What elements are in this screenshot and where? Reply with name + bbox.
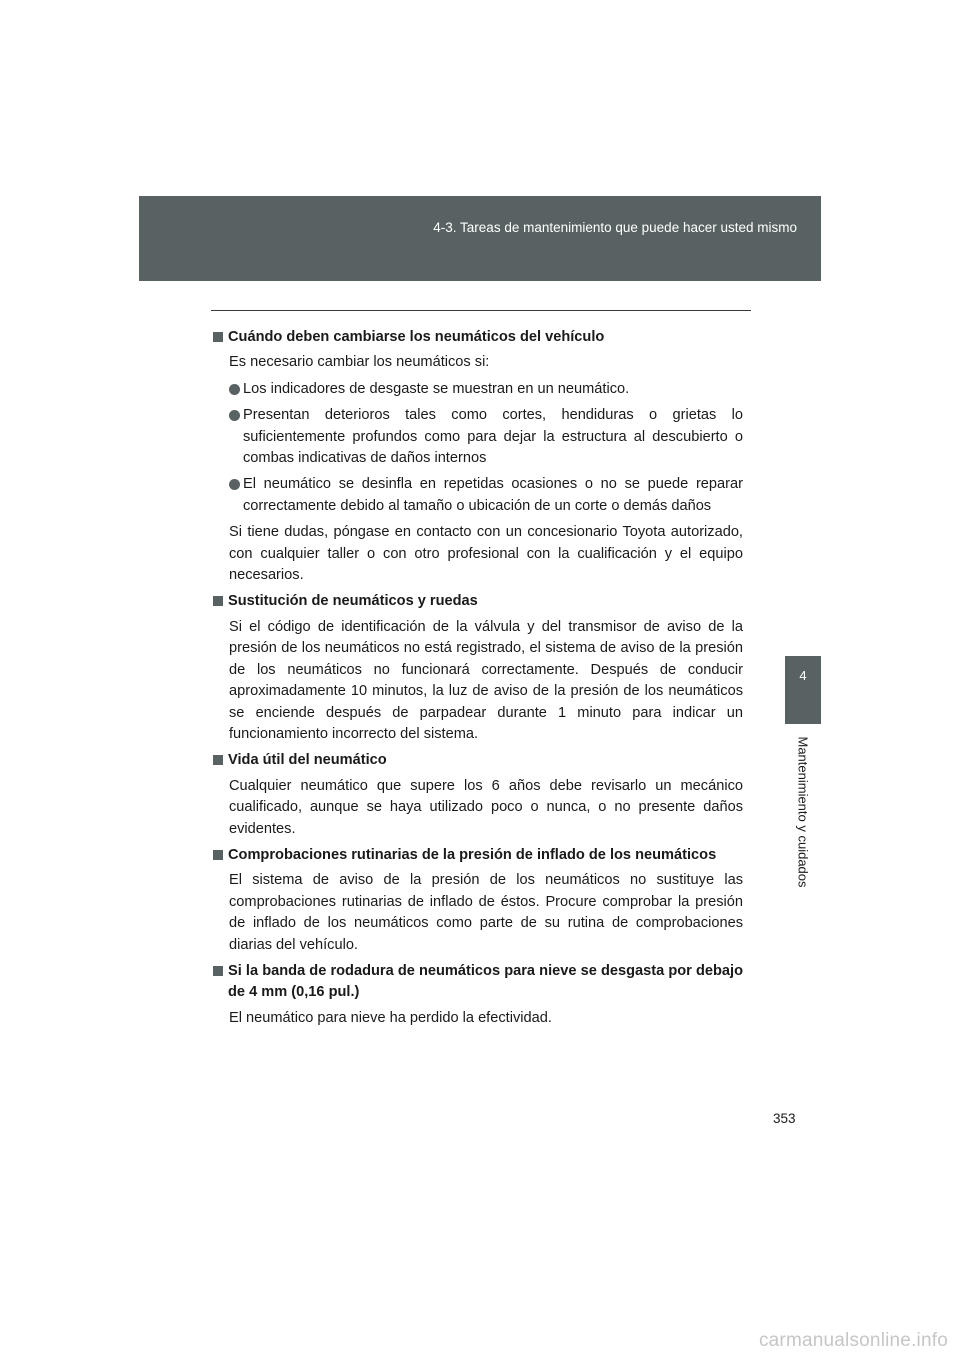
section-heading [213, 961, 743, 1004]
circle-bullet-icon [229, 479, 240, 490]
list-item-text: Los indicadores de desgaste se muestran en un neumático. [243, 380, 630, 397]
list-item [229, 405, 743, 469]
section-text: El neumático para nieve ha perdido la efectividad. [229, 1009, 552, 1026]
section-heading-text: Comprobaciones rutinarias de la presión de inflado de los neumáticos [228, 846, 717, 863]
section-text: Cualquier neumático que supere los 6 años debe revisarlo un mecánico cualificado, aunque se haya utilizado poco o nunca, o no presente daños evidentes. [229, 777, 743, 837]
section-closing: Si tiene dudas, póngase en contacto con un concesionario Toyota autorizado, con cualquier taller o con otro profesional con la cualificación y el equipo necesarios. [229, 524, 743, 584]
watermark-text: carmanualsonline.info [758, 1330, 948, 1351]
square-bullet-icon [213, 332, 223, 342]
section-heading-text: Sustitución de neumáticos y ruedas [228, 593, 478, 610]
section-text: El sistema de aviso de la presión de los neumáticos no sustituye las comprobaciones rutinarias de inflado de éstos. Procure comprobar la presión de inflado de los neumáticos como parte de su rutina de comprobaciones diarias del vehículo. [229, 872, 743, 953]
section-heading [213, 327, 743, 348]
circle-bullet-icon [229, 410, 240, 421]
list-item-text: Presentan deterioros tales como cortes, hendiduras o grietas lo suficientemente profundos como para dejar la estructura al descubierto o combas indicativas de daños internos [243, 407, 743, 467]
section-heading-text: Cuándo deben cambiarse los neumáticos del vehículo [228, 329, 605, 345]
list-item [229, 379, 743, 400]
list-item-text: El neumático se desinfla en repetidas ocasiones o no se puede reparar correctamente debido al tamaño o ubicación de un corte o demás daños [243, 476, 743, 514]
section-heading [213, 591, 743, 612]
square-bullet-icon [213, 596, 223, 606]
square-bullet-icon [213, 966, 223, 976]
section-title: 4-3. Tareas de mantenimiento que puede hacer usted mismo [433, 220, 797, 235]
circle-bullet-icon [229, 384, 240, 395]
list-item [229, 474, 743, 517]
page-number: 353 [773, 1111, 796, 1126]
section-text: Si el código de identificación de la válvula y del transmisor de aviso de la presión de los neumáticos no está registrado, el sistema de aviso de la presión de los neumáticos no funcionará correctamente. Después de conducir aproximadamente 10 minutos, la luz de aviso de la presión de los neumáticos se enciende después de parpadear durante 1 minuto para indicar un funcionamiento incorrecto del sistema. [229, 618, 743, 742]
section-intro: Es necesario cambiar los neumáticos si: [229, 354, 490, 371]
section-header-band [139, 196, 821, 281]
section-heading-text: Vida útil del neumático [228, 752, 387, 769]
section-heading-text: Si la banda de rodadura de neumáticos para nieve se desgasta por debajo de 4 mm (0,16 pul.) [228, 962, 743, 1001]
square-bullet-icon [213, 755, 223, 765]
page-content [213, 327, 743, 1034]
square-bullet-icon [213, 850, 223, 860]
chapter-tab-label: Mantenimiento y cuidados [795, 736, 811, 888]
top-divider [211, 310, 751, 311]
section-heading [213, 750, 743, 771]
chapter-tab-number: 4 [785, 656, 821, 724]
section-heading [213, 845, 743, 866]
